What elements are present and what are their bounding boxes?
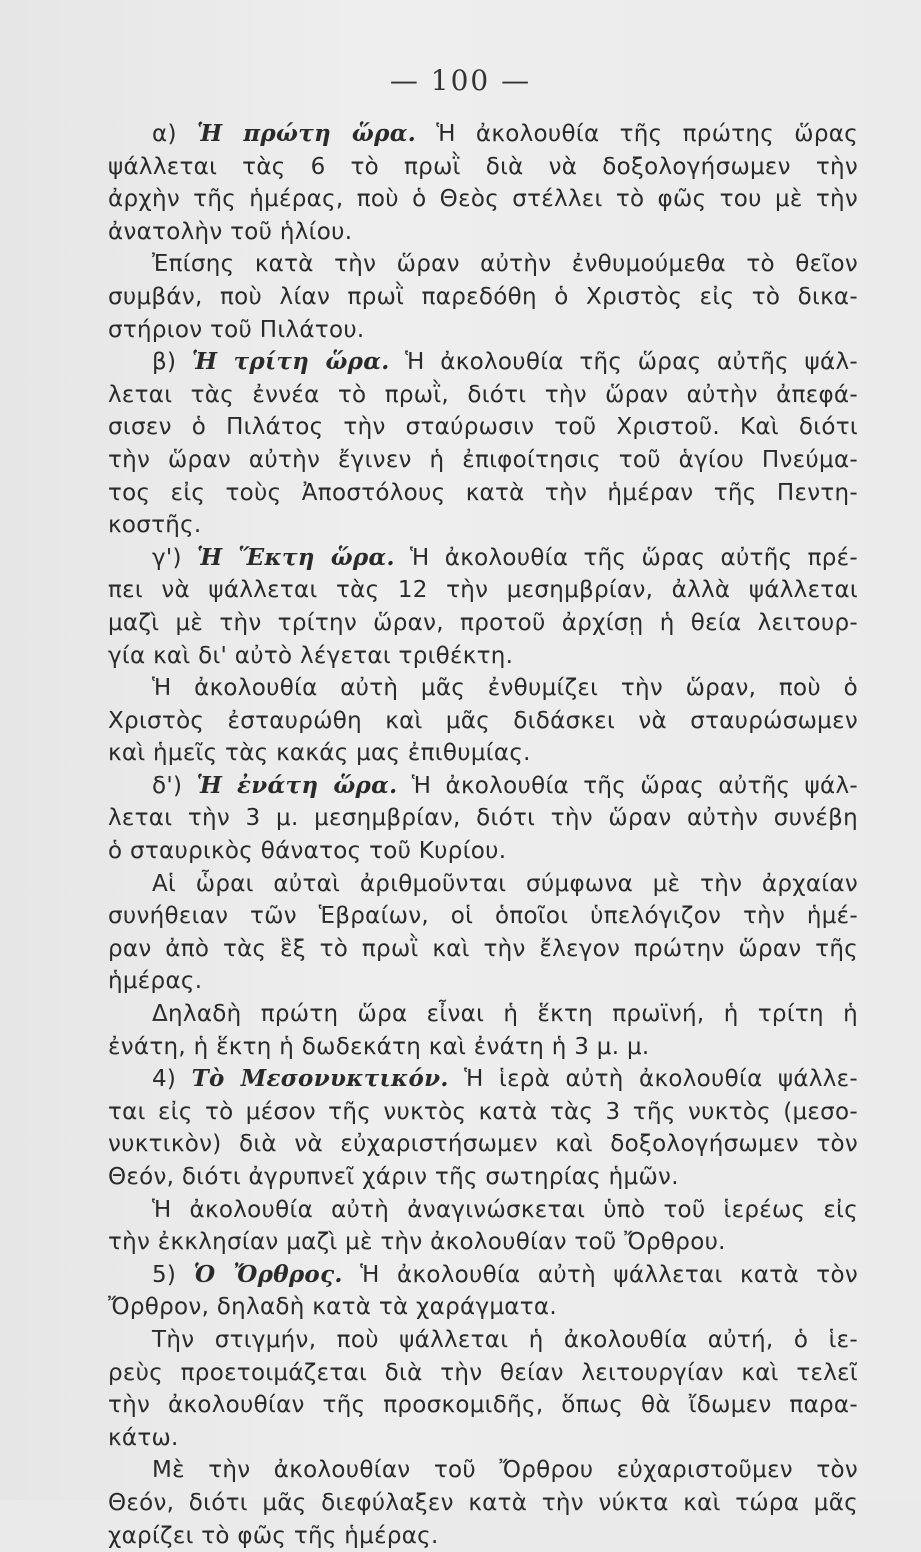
text-line (108, 1259, 858, 1292)
paragraph (108, 1454, 858, 1552)
line-text: Ἡ ἀκολουθία αὐτὴ ψάλλεται κατὰ τὸν (342, 1261, 858, 1288)
text-line: καὶ ἡμεῖς τὰς κακάς μας ἐπιθυμίας. (108, 740, 531, 767)
text-line: λεται τὴν 3 μ. μεσημβρίαν, διότι τὴν ὥραν αὐτὴν συνέβη (108, 805, 858, 832)
text-line: τὴν ὥραν αὐτὴν ἔγινεν ἡ ἐπιφοίτησις τοῦ ἁγίου Πνεύμα- (108, 446, 858, 473)
text-line: Χριστὸς ἐσταυρώθη καὶ μᾶς διδάσκει νὰ σταυρώσωμεν (108, 707, 858, 734)
text-line: νυκτικὸν) διὰ νὰ εὐχαριστήσωμεν καὶ δοξολογήσωμεν τὸν (108, 1131, 858, 1158)
line-text: Δηλαδὴ πρώτη ὥρα εἶναι ἡ ἕκτη πρωϊνή, ἡ τρίτη ἡ (152, 1001, 858, 1028)
text-line: Θεόν, διότι ἀγρυπνεῖ χάριν τῆς σωτηρίας ἡμῶν. (108, 1164, 679, 1190)
text-line: ἡμέρας. (108, 968, 203, 995)
paragraph (108, 1194, 858, 1259)
page-number: — 100 — (389, 64, 532, 97)
text-line: πει νὰ ψάλλεται τὰς 12 τὴν μεσημβρίαν, ἀλλὰ ψάλλεται (108, 577, 858, 604)
body-text (108, 118, 858, 1552)
paragraph (108, 1063, 858, 1193)
text-line: τὴν ἐκκλησίαν μαζὶ μὲ τὴν ἀκολουθίαν τοῦ Ὄρθρου. (108, 1229, 726, 1256)
text-line: Ὄρθρον, δηλαδὴ κατὰ τὰ χαράγματα. (108, 1294, 557, 1321)
line-text: Ἡ ἀκολουθία αὐτὴ ἀναγινώσκεται ὑπὸ τοῦ ἱερέως εἰς (152, 1196, 858, 1223)
text-line: χαρίζει τὸ φῶς τῆς ἡμέρας. (108, 1522, 439, 1549)
text-line: τος εἰς τοὺς Ἀποστόλους κατὰ τὴν ἡμέραν τῆς Πεντη- (108, 479, 858, 506)
section-heading: Ὁ Ὄρθρος. (193, 1260, 343, 1288)
text-line: ἀνατολὴν τοῦ ἡλίου. (108, 218, 353, 245)
line-text: Αἱ ὧραι αὐταὶ ἀριθμοῦνται σύμφωνα μὲ τὴν ἀρχαίαν (152, 870, 858, 897)
paragraph (108, 118, 858, 248)
text-line: ται εἰς τὸ μέσον τῆς νυκτὸς κατὰ τὰς 3 τῆς νυκτὸς (μεσο- (108, 1098, 858, 1125)
text-line (108, 868, 858, 901)
text-line: ψάλλεται τὰς 6 τὸ πρωῒ διὰ νὰ δοξολογήσωμεν τὴν (108, 153, 858, 180)
text-line: ρεὺς προετοιμάζεται διὰ τὴν θείαν λειτουργίαν καὶ τελεῖ (108, 1359, 858, 1386)
text-line: Θεόν, διότι μᾶς διεφύλαξεν κατὰ τὴν νύκτα καὶ τώρα μᾶς (108, 1489, 858, 1516)
paragraph (108, 542, 858, 672)
line-text: Ἡ ἀκολουθία αὐτὴ μᾶς ἐνθυμίζει τὴν ὥραν, ποὺ ὁ (152, 675, 858, 702)
section-label: α) (152, 121, 197, 147)
text-line: στήριον τοῦ Πιλάτου. (108, 316, 365, 343)
line-text: Ἡ ἀκολουθία τῆς πρώτης ὥρας (416, 121, 858, 147)
section-heading: Τὸ Μεσονυκτικόν. (191, 1065, 449, 1093)
paragraph (108, 346, 858, 542)
section-label: 4) (152, 1066, 192, 1093)
paragraph (108, 672, 858, 770)
section-heading: Ἡ Ἕκτη ὥρα. (197, 543, 395, 571)
text-line: τὴν ἀκολουθίαν τῆς προσκομιδῆς, ὅπως θὰ ἴδωμεν παρα- (108, 1392, 858, 1419)
text-line: συνήθειαν τῶν Ἑβραίων, οἱ ὁποῖοι ὑπελόγιζον τὴν ἡμέ- (108, 903, 858, 930)
line-text: Τὴν στιγμήν, ποὺ ψάλλεται ἡ ἀκολουθία αὐτή, ὁ ἱε- (152, 1326, 858, 1353)
text-line: μαζὶ μὲ τὴν τρίτην ὥραν, προτοῦ ἀρχίσῃ ἡ θεία λειτουρ- (108, 609, 858, 636)
line-text: Ἡ ἀκολουθία τῆς ὥρας αὐτῆς ψάλ- (397, 772, 858, 799)
text-line (108, 346, 858, 379)
text-line (108, 118, 858, 151)
text-line: λεται τὰς ἐννέα τὸ πρωῒ, διότι τὴν ὥραν αὐτὴν ἀπεφά- (108, 381, 858, 408)
line-text: Ἡ ἱερὰ αὐτὴ ἀκολουθία ψάλλε- (448, 1066, 859, 1093)
text-line: ραν ἀπὸ τὰς ἓξ τὸ πρωῒ καὶ τὴν ἔλεγον πρώτην ὥραν τῆς (108, 935, 858, 962)
line-text: Ἐπίσης κατὰ τὴν ὥραν αὐτὴν ἐνθυμούμεθα τὸ θεῖον (152, 251, 858, 278)
section-label: γ') (152, 544, 198, 571)
text-line (108, 248, 858, 281)
text-line: γία καὶ δι' αὐτὸ λέγεται τριθέκτη. (108, 642, 514, 669)
text-line (108, 672, 858, 705)
text-line (108, 998, 858, 1031)
text-line (108, 1454, 858, 1487)
line-text: Ἡ ἀκολουθία τῆς ὥρας αὐτῆς ψάλ- (389, 349, 858, 376)
section-heading: Ἡ ἐνάτη ὥρα. (196, 771, 398, 799)
text-line: συμβάν, ποὺ λίαν πρωῒ παρεδόθη ὁ Χριστὸς εἰς τὸ δικα- (108, 283, 858, 310)
paragraph (108, 1324, 858, 1454)
text-line: ἀρχὴν τῆς ἡμέρας, ποὺ ὁ Θεὸς στέλλει τὸ φῶς του μὲ τὴν (108, 186, 858, 213)
text-line (108, 1063, 858, 1096)
section-heading: Ἡ πρώτη ὥρα. (196, 120, 417, 147)
text-line: ἐνάτη, ἡ ἕκτη ἡ δωδεκάτη καὶ ἐνάτη ἡ 3 μ. μ. (108, 1033, 650, 1060)
paragraph (108, 998, 858, 1063)
text-line: κοστῆς. (108, 512, 202, 539)
paragraph (108, 868, 858, 998)
section-label: β) (152, 349, 192, 376)
line-text: Ἡ ἀκολουθία τῆς ὥρας αὐτῆς πρέ- (394, 544, 858, 571)
text-line (108, 1324, 858, 1357)
paragraph (108, 1259, 858, 1324)
text-line (108, 542, 858, 575)
paragraph (108, 248, 858, 346)
text-line (108, 1194, 858, 1227)
section-label: 5) (152, 1261, 194, 1288)
text-line: σισεν ὁ Πιλάτος τὴν σταύρωσιν τοῦ Χριστοῦ. Καὶ διότι (108, 414, 858, 441)
paragraph (108, 770, 858, 868)
section-heading: Ἡ τρίτη ὥρα. (191, 348, 390, 376)
text-line: ὁ σταυρικὸς θάνατος τοῦ Κυρίου. (108, 838, 507, 865)
text-line (108, 770, 858, 803)
text-line: κάτω. (108, 1424, 179, 1451)
section-label: δ') (152, 772, 197, 799)
line-text: Μὲ τὴν ἀκολουθίαν τοῦ Ὄρθρου εὐχαριστοῦμεν τὸν (152, 1457, 858, 1484)
